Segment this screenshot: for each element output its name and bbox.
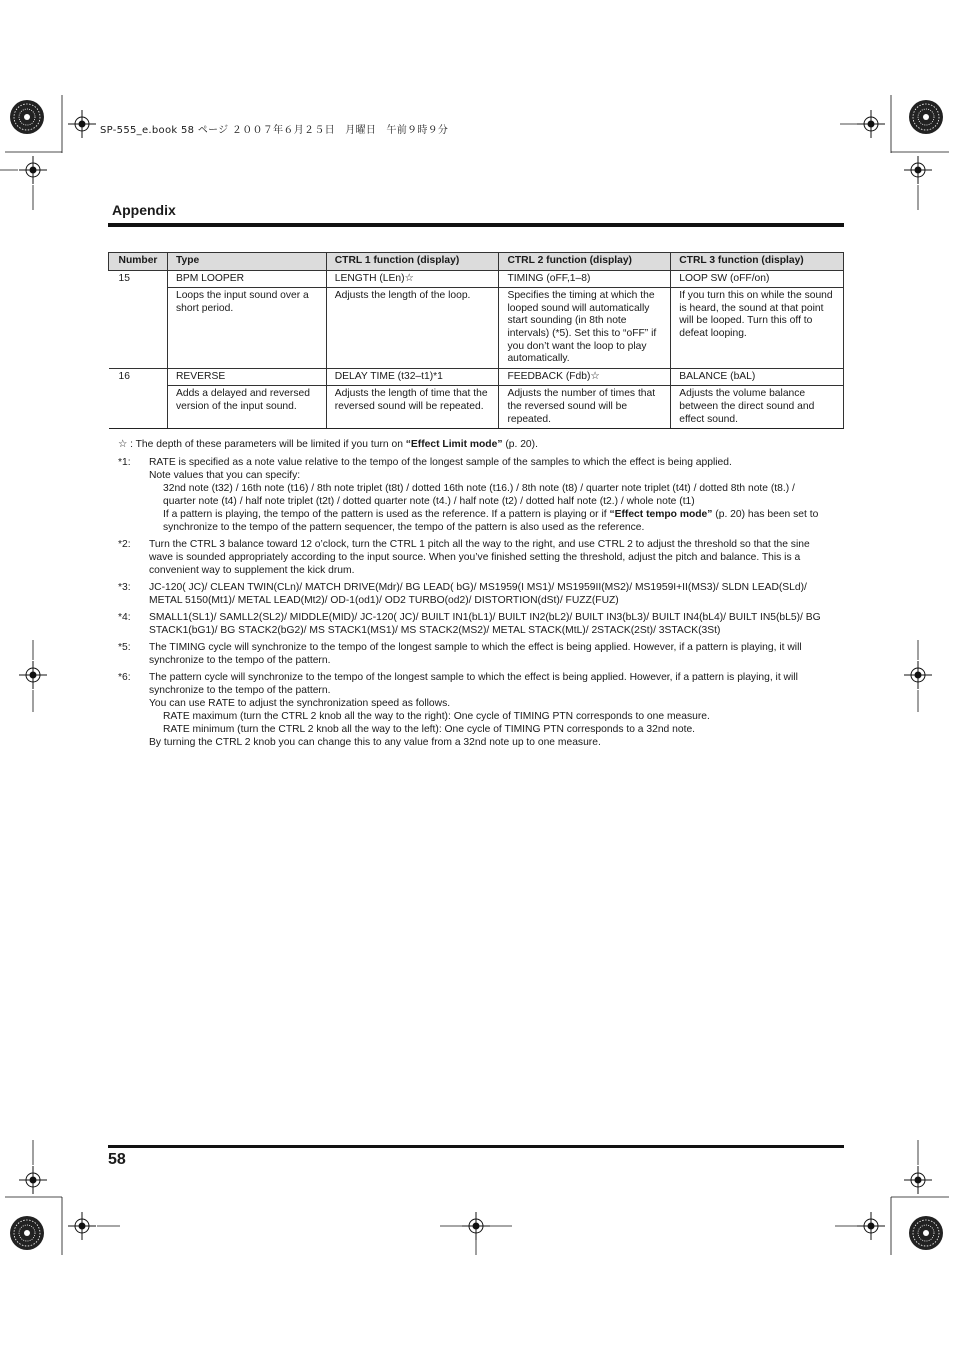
footnote-text: You can use RATE to adjust the synchronization speed as follows. (149, 698, 451, 709)
effect-type: REVERSE (167, 368, 326, 386)
ctrl1-function: LENGTH (LEn)☆ (326, 270, 499, 288)
section-title: Appendix (112, 202, 176, 218)
header-ctrl3: CTRL 3 function (display) (671, 253, 844, 271)
footnotes (118, 438, 823, 753)
footnote-tag: *2: (118, 539, 131, 550)
ctrl2-function: TIMING (oFF,1–8) (499, 270, 671, 288)
footnote-tag: *5: (118, 642, 131, 653)
table-header-row (109, 253, 844, 271)
footnote-text: JC-120( JC)/ CLEAN TWIN(CLn)/ MATCH DRIVE(Mdr)/ BG LEAD( bG)/ MS1959(I MS1)/ MS1959II(MS2)/ MS1959I+II(MS3)/ SLDN LEAD(SLd)/ METAL 5150(Mt1)/ METAL LEAD(Mt2)/ OD-1(od1)/ OD2 TURBO(od2)/ DISTORTION(dSt)/ FUZZ(FUZ) (149, 582, 807, 606)
page-number: 58 (108, 1151, 126, 1168)
footnote-tag: *3: (118, 582, 131, 593)
footnote-text: (p. 20). (502, 439, 538, 450)
footnote-text (149, 508, 823, 534)
footnote-text: Note values that you can specify: (149, 470, 301, 481)
ctrl2-description: Adjusts the number of times that the reversed sound will be repeated. (499, 386, 671, 429)
footnote-tag: *6: (118, 672, 131, 683)
ctrl1-description: Adjusts the length of the loop. (326, 288, 499, 369)
footnote-star (118, 438, 823, 451)
ctrl3-function: BALANCE (bAL) (671, 368, 844, 386)
effect-type-description: Loops the input sound over a short period. (167, 288, 326, 369)
footnote-text: RATE is specified as a note value relative to the tempo of the longest sample of the samples to which the effect is being applied. (149, 457, 732, 468)
ctrl2-description: Specifies the timing at which the looped sound will automatically start sounding (in 8th note intervals) (*5). Set this to “oFF” if you don’t want the loop to play automatically. (499, 288, 671, 369)
footnote-text: Turn the CTRL 3 balance toward 12 o’clock, turn the CTRL 1 pitch all the way to the right, and use CTRL 2 to adjust the threshold so that the sine wave is sounded appropriately according to the input source. When you’ve finished setting the threshold, adjust the pitch and balance. This is a convenient way to supplement the kick drum. (149, 539, 810, 576)
footnote-3 (118, 581, 823, 607)
footnote-emphasis: “Effect tempo mode” (609, 509, 713, 520)
header-ctrl1: CTRL 1 function (display) (326, 253, 499, 271)
footnote-emphasis: “Effect Limit mode” (405, 439, 503, 450)
footnote-text: SMALL1(SL1)/ SAMLL2(SL2)/ MIDDLE(MID)/ JC-120( JC)/ BUILT IN1(bL1)/ BUILT IN2(bL2)/ BUILT IN3(bL3)/ BUILT IN4(bL4)/ BUILT IN5(bL5)/ BG STACK1(bG1)/ BG STACK2(bG2)/ MS STACK1(MS1)/ MS STACK2(MS2)/ METAL STACK(MtL)/ 2STACK(2St)/ 3STACK(3St) (149, 612, 821, 636)
ctrl2-function: FEEDBACK (Fdb)☆ (499, 368, 671, 386)
footnote-text: RATE minimum (turn the CTRL 2 knob all the way to the left): One cycle of TIMING PTN corresponds to a 32nd note. (163, 724, 696, 735)
effects-table (108, 252, 844, 429)
footnote-tag: *1: (118, 457, 131, 468)
footnote-4 (118, 611, 823, 637)
ctrl1-function: DELAY TIME (t32–t1)*1 (326, 368, 499, 386)
ctrl3-description: If you turn this on while the sound is heard, the sound at that point will be looped. Turn this off to defeat looping. (671, 288, 844, 369)
ctrl3-function: LOOP SW (oFF/on) (671, 270, 844, 288)
effect-type: BPM LOOPER (167, 270, 326, 288)
footnote-text: RATE maximum (turn the CTRL 2 knob all the way to the right): One cycle of TIMING PTN corresponds to one measure. (163, 711, 710, 722)
file-info-header: SP-555_e.book 58 ページ ２００７年６月２５日 月曜日 午前９時９分 (100, 125, 449, 136)
table-row (109, 386, 844, 429)
table-row (109, 288, 844, 369)
section-divider (108, 223, 844, 227)
footnote-text: The TIMING cycle will synchronize to the tempo of the longest sample to which the effect is being applied. However, if a pattern is playing, it will synchronize to the tempo of the pattern. (149, 642, 802, 666)
ctrl1-description: Adjusts the length of time that the reversed sound will be repeated. (326, 386, 499, 429)
header-type: Type (167, 253, 326, 271)
table-row (109, 270, 844, 288)
effect-number: 16 (109, 368, 168, 386)
footnote-text: 32nd note (t32) / 16th note (t16) / 8th note triplet (t8t) / dotted 16th note (t16.) / 8th note (t8) / quarter note triplet (t4t) / dotted 8th note (t8.) / quarter note (t4) / half note triplet (t2t) / dotted quarter note (t4.) / half note (t2) / dotted half note (t2.) / whole note (t1) (163, 483, 795, 507)
footnote-text: By turning the CTRL 2 knob you can change this to any value from a 32nd note up to one measure. (149, 737, 601, 748)
footnote-text: : The depth of these parameters will be limited if you turn on (127, 439, 406, 450)
effect-number: 15 (118, 272, 130, 284)
footnote-text-part: If a pattern is playing, the tempo of the pattern is used as the reference. If a pattern is playing or if (163, 509, 610, 520)
footnote-text-part: (p. 20) has been set to synchronize to the tempo of the pattern sequencer, the tempo of the pattern is also used as the reference. (163, 509, 819, 533)
footnote-tag: *4: (118, 612, 131, 623)
table-row (109, 368, 844, 386)
header-number: Number (109, 253, 168, 271)
footnote-5 (118, 641, 823, 667)
footnote-1 (118, 456, 823, 534)
star-icon: ☆ (118, 439, 128, 450)
footnote-2 (118, 538, 823, 577)
footnote-text: The pattern cycle will synchronize to the tempo of the longest sample to which the effect is being applied. However, if a pattern is playing, it will synchronize to the tempo of the pattern. (149, 672, 798, 696)
ctrl3-description: Adjusts the volume balance between the direct sound and effect sound. (671, 386, 844, 429)
effect-type-description: Adds a delayed and reversed version of the input sound. (167, 386, 326, 429)
footer-divider (108, 1145, 844, 1148)
footnote-6 (118, 671, 823, 749)
header-ctrl2: CTRL 2 function (display) (499, 253, 671, 271)
